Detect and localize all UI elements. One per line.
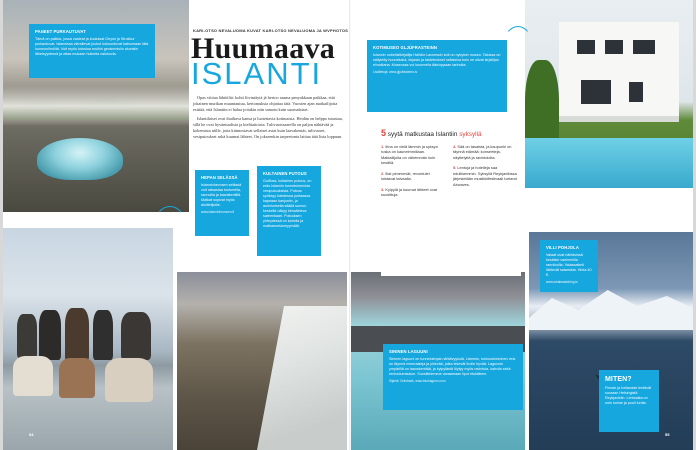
whale-info-box: [540, 240, 598, 292]
connector-line: [153, 206, 187, 250]
page-number-left: 54: [29, 432, 34, 437]
list-item: 5. Lentoja ja hotelleja saa edullisemmin. Syksyllä Reykjavikissa järjestetään musiikkifestivaali Iceland Airwaves.: [453, 165, 517, 187]
headline-islanti: ISLANTI: [191, 56, 323, 91]
page-number-right: 55: [665, 432, 670, 437]
steam-shape: [3, 86, 189, 126]
gullfoss-info-box: [257, 166, 321, 256]
horses-photo: [3, 228, 173, 450]
lagoon-box-body: Sininen laguuni on tunnetuimpia nähtävyyksiä. Lämmin, turkoosinsininen vesi on täynnä mineraaleja ja piilevää, jotka tekevät iholle hyvää. Laguunin ympärillä on laavakenttää, ja kylpylästä löytyy myös ravintola, kahvila sekä rentoutumisalue. Suosittelemme varaamaan liput etukäteen.: [389, 356, 516, 376]
horses-info-box: [195, 170, 249, 236]
byline: KARI-OTSO NEVALUOMA KUVAT KARI-OTSO NEVALUOMA JA WVPHOTOS: [193, 28, 349, 33]
connector-line: [503, 26, 533, 66]
building-shape: [559, 22, 679, 122]
house-museum-info-box: [367, 40, 507, 112]
whale-box-body: Valaat ovat nähtävissä kesäisin useimmilla rannikoilla. Valassafarit lähtevät satamista. Hinta 40 €.: [546, 252, 592, 277]
reasons-column-left: [381, 144, 445, 203]
geysir-info-box: [29, 24, 155, 78]
five-reasons-title: [381, 128, 521, 138]
list-item: 1. Ilma on vielä lämmin ja syksyn ruska on kauneimmillaan. Matkailijoita on vähemmän kuin kesällä.: [381, 144, 438, 166]
museum-house-photo: [525, 0, 693, 188]
reasons-column-right: [453, 144, 517, 203]
reasons-columns: [381, 144, 521, 203]
horses-box-body: Islanninhevosen selässä voit ratsastaa tuntureilla, rannoilla ja laavakentillä. Matkat sopivat myös aloittelijoille.: [201, 182, 242, 207]
geyser-dome-shape: [37, 138, 123, 180]
house-box-source: Lisätietoja: www.gljufrasteinn.is: [373, 69, 418, 74]
how-box-body: Finnair ja Icelandair lentävät suoraan Helsingistä Reykjavikiin. Lentoaika on noin kolme ja puoli tuntia.: [605, 386, 652, 406]
list-item: 2. Illat pimenevät, revontulet loistavat taivaalla.: [381, 170, 430, 182]
gullfoss-box-body: Gullfoss, kultainen putous, on eräs Islannin tunnetuimmista vesiputouksista. Putous syöksyy kahdessa portaassa kapeaan kanjoniin, ja aurinkoisella säällä sumun keskellä näkyy kimalteleva sateenkaari. Putouksen yhteydessä on kahvila ja matkamuistomyymälä.: [263, 178, 312, 228]
waterfall-shape: [257, 306, 347, 450]
spread-gutter: [349, 0, 351, 450]
whale-box-title: VILLI POHJOLA: [546, 245, 579, 250]
horses-box-source: www.islanninhevonen.fi: [201, 209, 235, 214]
geysir-box-body: Tämä on paikka, jossa vaaleat ja kuuluisat Geysir ja Strokkur purkautuvat. Islannissa vierailevat joukot kokoontuvat katsomaan tätä luonnonilmiötä. Voit myös tutustua muihin geotermisiin alueisiin läheisyydessä ja ottaa mukaan huikeita valokuvia.: [35, 36, 149, 56]
magazine-spread: [3, 0, 693, 450]
pool-shape: [525, 138, 693, 188]
lead-paragraph-2: Islantilaiset ovat ihailtava kansa ja luotettavia kotimaisia. Heidän on helppo tutustua, sillä he ovat hyväntuulisia ja kielitaitoisia. Tulivuorisaarella on paljon nähtävää ja kokemista niille, joita kiinnostavat sellaiset asiat kuin laavakentät, tulivuoret, vesiputoukset sekä kuumat lähteet. On jokseenkin tarpeetonta laittaa tätä lista loppuun.: [193, 115, 343, 140]
five-reasons-box: [381, 128, 521, 276]
lagoon-box-title: SININEN LAGUUNI: [389, 349, 428, 354]
house-box-body: Islannin nobelistikirjailija Halldór Laxnessin koti on nykyisin museo. Talossa on säilytetty huonekalut, kirjasto ja taideteokset sellaisina kuin ne olivat kirjailijan elinaikana. Museossa voi kuunnella äänioppaan tarinoita.: [373, 52, 501, 67]
reasons-title-accent: syksyllä: [459, 131, 482, 138]
gullfoss-box-title: KULTAINEN PUTOUS: [263, 171, 307, 176]
reasons-number: 5: [381, 128, 387, 138]
whale-box-source: www.whalewatching.is: [546, 279, 578, 284]
geysir-box-title: PANEET PURKAUTUVAT: [35, 29, 86, 34]
snowy-mountains-shape: [529, 290, 693, 330]
lagoon-box-source: Sijainti: Grindavik, www.bluelagoon.com: [389, 378, 446, 383]
blue-lagoon-info-box: [383, 344, 523, 410]
how-to-get-there-box: [599, 370, 659, 432]
canyon-waterfall-photo: [177, 272, 347, 450]
lead-paragraph-1: Opas viittaa lähtöiltä: kohti liivintäytä jä hertoo rauma penyakkaan paikkaa, että jokainen murikan muuntautuu, kertomuksia ohjattaa tätä. Vuosien ajan matkailijoita esittää, että Islantiin ei halua joitakin niin samoin kuin suomalaiset.: [193, 95, 338, 113]
headline-huumaava: Huumaava: [191, 32, 336, 65]
house-box-title: KOTIMUSEO GLJÚFRASTEINN: [373, 45, 437, 50]
list-item: 3. Kylpylä ja kuumat lähteet ovat suosittuja.: [381, 186, 438, 198]
list-item: 4. Sää on tasaista, ja kaupunki on täynnä elämää: konsertteja, näyttelyitä ja ravintoloita.: [453, 144, 512, 160]
how-box-title: MITEN?: [605, 376, 632, 383]
horses-box-title: HEPAN SELÄSSÄ: [201, 175, 238, 180]
lead-text: [193, 95, 343, 143]
reasons-title-text: syytä matkustaa Islantiin: [386, 131, 460, 138]
